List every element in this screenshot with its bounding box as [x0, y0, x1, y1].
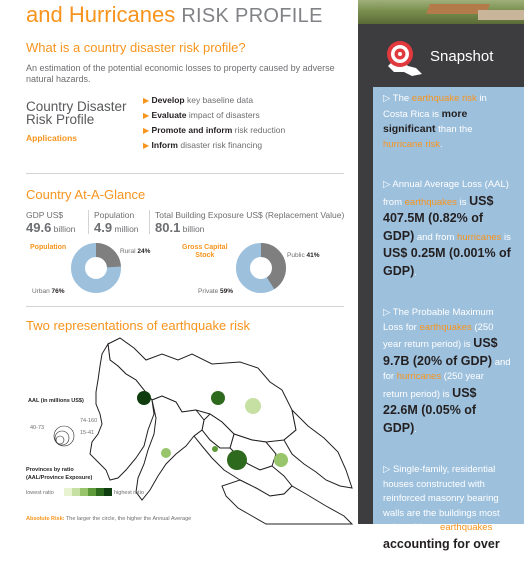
lowest-ratio-label: lowest ratio: [26, 490, 54, 496]
cdrp-applications-label: Applications: [26, 133, 78, 143]
exposure-label: Total Building Exposure US$ (Replacement Value): [155, 210, 345, 220]
snapshot-text: [383, 92, 511, 579]
ratio-swatch: [80, 488, 88, 496]
gdp-label: GDP US$: [26, 210, 64, 220]
urban-label: Urban 76%: [32, 288, 65, 295]
ratio-color-scale: [64, 488, 112, 496]
ratio-swatch: [96, 488, 104, 496]
snapshot-title: Snapshot: [430, 48, 494, 65]
aal-bin-high: 74-160: [80, 418, 98, 424]
province-circle: [245, 398, 261, 414]
divider: [88, 210, 89, 234]
snapshot-para-3: ▷ The Probable Maximum Loss for earthquakes (250 year return period) is US$ 9.7B (20% of GDP) and for hurricanes (250 year return period) is US$ 22.6M (0.05% of GDP).: [383, 307, 511, 435]
public-label: Public 41%: [287, 252, 320, 259]
ratio-swatch: [104, 488, 112, 496]
ratio-swatch: [88, 488, 96, 496]
divider: [26, 173, 344, 174]
population-chart-label: Population: [30, 244, 67, 251]
population-donut: [70, 242, 122, 294]
province-circle: [161, 448, 171, 458]
private-label: Private 59%: [198, 288, 234, 295]
province-circle: [137, 391, 151, 405]
province-circle: [212, 446, 218, 452]
snapshot-para-4: ▷ Single-family, residential houses constructed with reinforced masonry bearing walls are the buildings most vulnerable to earthquakes, accounting for over: [383, 464, 500, 551]
page-title: [26, 2, 323, 29]
application-item: ▶ Develop key baseline data: [143, 95, 254, 105]
application-item: ▶ Promote and inform risk reduction: [143, 125, 286, 135]
province-circle: [211, 391, 225, 405]
page-title-part-a: and Hurricanes: [26, 2, 176, 27]
header: [26, 0, 356, 30]
photo-roof-2: [478, 10, 524, 20]
intro-heading: What is a country disaster risk profile?: [26, 40, 246, 55]
rural-label: Rural 24%: [120, 248, 151, 255]
intro-description: An estimation of the potential economic losses to property caused by adverse natural hazards.: [26, 63, 335, 84]
gdp-value: 49.6 billion: [26, 220, 76, 235]
capital-chart-label: Gross Capital Stock: [182, 244, 228, 259]
highest-ratio-label: highest ratio: [114, 490, 144, 496]
aal-legend-title: AAL (in millions US$): [28, 398, 84, 404]
aal-bin-mid: 40-73: [30, 425, 45, 431]
province-circle: [274, 453, 288, 467]
province-limon: [284, 410, 352, 488]
page-title-part-b: RISK PROFILE: [181, 5, 323, 27]
cdrp-title: Country Disaster Risk Profile: [26, 99, 127, 127]
ratio-swatch: [72, 488, 80, 496]
glance-heading: Country At-A-Glance: [26, 187, 146, 202]
applications-list: [143, 93, 285, 153]
aal-bin-low: 15-41: [80, 430, 95, 436]
snapshot-para-2: ▷ Annual Average Loss (AAL) from earthquakes is US$ 407.5M (0.82% of GDP) and from hurricanes is US$ 0.25M (0.001% of GDP).: [383, 179, 511, 278]
capital-donut: [235, 242, 287, 294]
aal-legend-circles: [54, 426, 74, 446]
application-item: ▶ Inform disaster risk financing: [143, 140, 263, 150]
divider: [149, 210, 150, 234]
absolute-risk-note: Absolute Risk: The larger the circle, the higher the Annual Average: [26, 516, 192, 522]
eq-heading: Two representations of earthquake risk: [26, 318, 251, 333]
exposure-value: 80.1 billion: [155, 220, 205, 235]
ratio-swatch: [64, 488, 72, 496]
divider: [26, 306, 344, 307]
application-item: ▶ Evaluate impact of disasters: [143, 110, 260, 120]
snapshot-header: [380, 34, 520, 84]
snapshot-para-1: ▷ The earthquake risk in Costa Rica is more significant than the hurricane risk.: [383, 93, 487, 150]
population-value: 4.9 million: [94, 220, 139, 235]
population-label: Population: [94, 210, 135, 220]
header-photo: [358, 0, 524, 24]
provinces-legend-title: Provinces by ratio (AAL/Province Exposure): [26, 467, 93, 481]
province-circle: [227, 450, 247, 470]
target-map-icon: [382, 36, 426, 80]
